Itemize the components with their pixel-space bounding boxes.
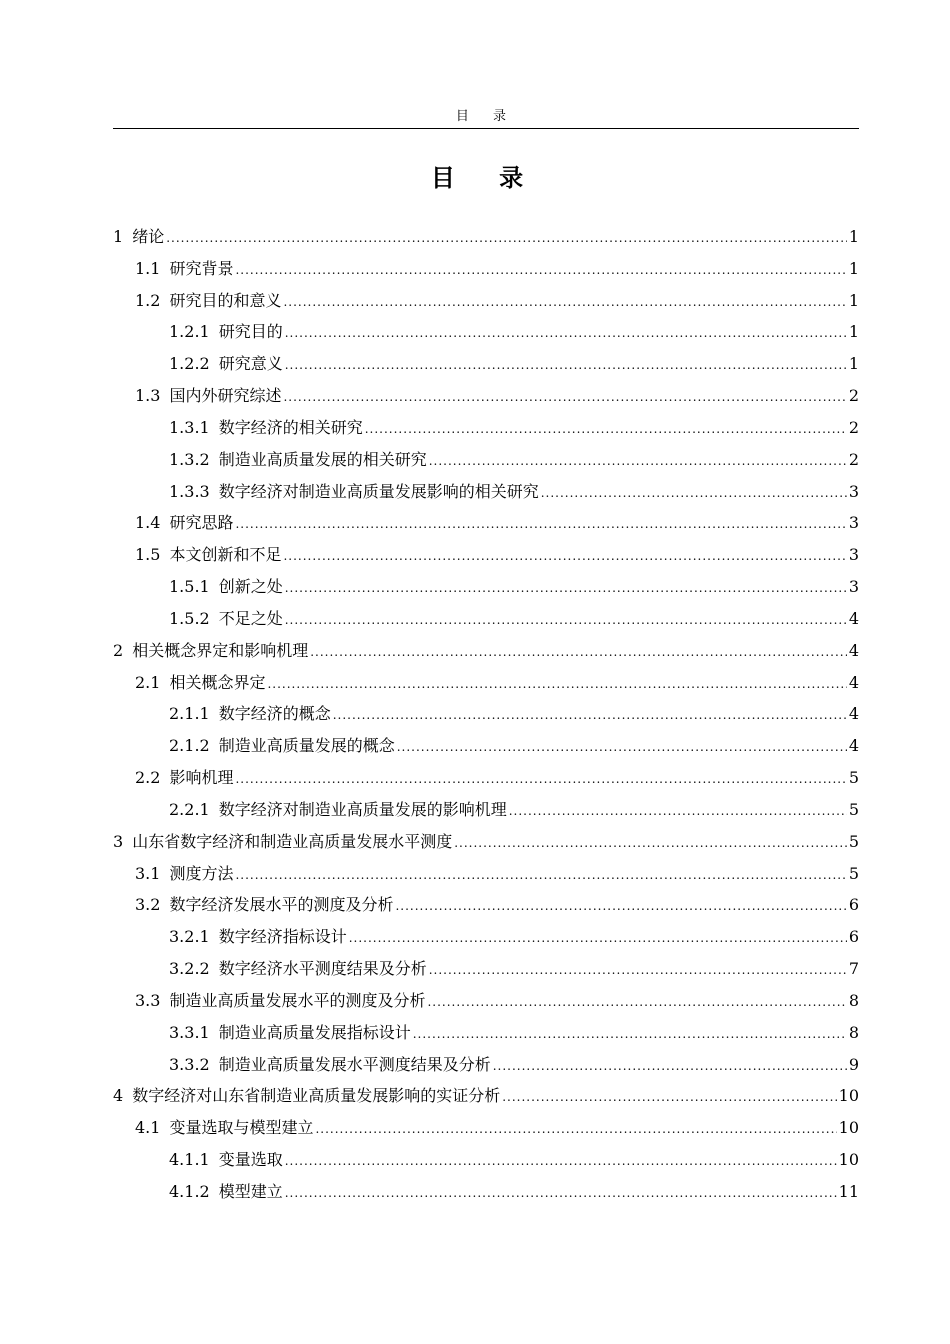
- toc-entry-title: 创新之处: [218, 577, 283, 597]
- toc-dot-leader: [283, 287, 846, 319]
- toc-entry-title: 相关概念界定和影响机理: [132, 640, 309, 660]
- toc-dot-leader: [397, 732, 847, 764]
- toc-entry-page: 10: [838, 1150, 859, 1170]
- toc-entry-title: 数字经济发展水平的测度及分析: [169, 895, 394, 915]
- toc-dot-leader: [365, 414, 847, 446]
- toc-dot-leader: [493, 1051, 847, 1083]
- toc-entry[interactable]: [113, 985, 859, 1017]
- toc-entry-number: 1.2.1: [169, 322, 210, 342]
- toc-entry[interactable]: [113, 380, 859, 412]
- toc-dot-leader: [283, 382, 846, 414]
- toc-entry-number: 3: [113, 831, 124, 851]
- toc-entry-number: 2.1.1: [169, 704, 210, 724]
- toc-entry[interactable]: [113, 348, 859, 380]
- toc-entry-number: 3.2.1: [169, 927, 210, 947]
- toc-entry[interactable]: [113, 412, 859, 444]
- toc-entry-page: 5: [848, 768, 859, 788]
- toc-dot-leader: [509, 796, 847, 828]
- toc-entry-number: 1.3.1: [169, 417, 210, 437]
- table-of-contents: [113, 221, 859, 1208]
- page-title: 目 录: [430, 164, 542, 192]
- toc-entry-title: 制造业高质量发展水平测度结果及分析: [218, 1054, 491, 1074]
- toc-entry-title: 数字经济指标设计: [218, 927, 347, 947]
- toc-dot-leader: [285, 605, 847, 637]
- toc-entry[interactable]: [113, 667, 859, 699]
- toc-dot-leader: [541, 478, 847, 510]
- toc-entry[interactable]: [113, 826, 859, 858]
- toc-entry-title: 数字经济对山东省制造业高质量发展影响的实证分析: [132, 1086, 501, 1106]
- toc-entry-number: 2.2: [135, 768, 161, 788]
- toc-entry-title: 数字经济的相关研究: [218, 417, 363, 437]
- toc-entry-title: 数字经济的概念: [218, 704, 331, 724]
- toc-entry[interactable]: [113, 730, 859, 762]
- toc-entry-number: 1.2.2: [169, 354, 210, 374]
- toc-entry-title: 数字经济对制造业高质量发展影响的相关研究: [218, 481, 539, 501]
- toc-entry-number: 1.3.2: [169, 449, 210, 469]
- toc-entry-number: 1.5.2: [169, 608, 210, 628]
- toc-entry[interactable]: [113, 794, 859, 826]
- toc-entry-number: 4: [113, 1086, 124, 1106]
- toc-entry-title: 数字经济对制造业高质量发展的影响机理: [218, 799, 507, 819]
- toc-entry-number: 1.5: [135, 545, 161, 565]
- toc-dot-leader: [235, 860, 846, 892]
- toc-entry-number: 1.5.1: [169, 577, 210, 597]
- toc-entry[interactable]: [113, 889, 859, 921]
- toc-entry-title: 研究意义: [218, 354, 283, 374]
- toc-entry-number: 4.1.2: [169, 1181, 210, 1201]
- toc-entry-title: 相关概念界定: [169, 672, 266, 692]
- toc-entry-page: 2: [848, 386, 859, 406]
- toc-entry[interactable]: [113, 1112, 859, 1144]
- toc-entry[interactable]: [113, 1049, 859, 1081]
- toc-entry-title: 不足之处: [218, 608, 283, 628]
- toc-dot-leader: [166, 223, 847, 255]
- toc-entry-page: 4: [848, 672, 859, 692]
- toc-entry-number: 1.1: [135, 258, 161, 278]
- running-header: 目 录: [455, 109, 517, 124]
- toc-entry-number: 2.1.2: [169, 736, 210, 756]
- toc-entry-number: 2.2.1: [169, 799, 210, 819]
- toc-entry-number: 1.3.3: [169, 481, 210, 501]
- toc-entry-number: 3.3.1: [169, 1022, 210, 1042]
- toc-entry-number: 2: [113, 640, 124, 660]
- toc-dot-leader: [429, 446, 847, 478]
- toc-entry-page: 4: [848, 640, 859, 660]
- toc-entry[interactable]: [113, 635, 859, 667]
- toc-entry-title: 模型建立: [218, 1181, 283, 1201]
- toc-entry-title: 制造业高质量发展指标设计: [218, 1022, 411, 1042]
- toc-dot-leader: [283, 541, 846, 573]
- toc-entry-page: 10: [838, 1118, 859, 1138]
- toc-entry[interactable]: [113, 253, 859, 285]
- toc-entry-page: 3: [848, 513, 859, 533]
- toc-entry-title: 制造业高质量发展的相关研究: [218, 449, 427, 469]
- toc-entry-title: 数字经济水平测度结果及分析: [218, 959, 427, 979]
- toc-entry-page: 8: [848, 1022, 859, 1042]
- toc-entry-page: 11: [838, 1181, 859, 1201]
- toc-dot-leader: [427, 987, 846, 1019]
- toc-entry-title: 绪论: [132, 227, 165, 246]
- toc-entry-title: 研究目的: [218, 322, 283, 342]
- toc-dot-leader: [413, 1019, 847, 1051]
- toc-entry[interactable]: [113, 316, 859, 348]
- toc-entry-number: 3.3.2: [169, 1054, 210, 1074]
- toc-entry-page: 7: [848, 959, 859, 979]
- toc-dot-leader: [285, 350, 847, 382]
- toc-dot-leader: [502, 1082, 836, 1114]
- toc-entry-page: 1: [848, 227, 859, 246]
- toc-entry[interactable]: [113, 698, 859, 730]
- toc-entry-page: 6: [848, 895, 859, 915]
- toc-dot-leader: [285, 573, 847, 605]
- toc-entry[interactable]: [113, 1017, 859, 1049]
- toc-entry-page: 3: [848, 545, 859, 565]
- toc-entry-number: 3.3: [135, 990, 161, 1010]
- toc-entry-page: 1: [848, 354, 859, 374]
- toc-entry-page: 9: [848, 1054, 859, 1074]
- toc-entry-page: 2: [848, 449, 859, 469]
- toc-dot-leader: [235, 509, 846, 541]
- toc-entry-title: 影响机理: [169, 768, 234, 788]
- toc-dot-leader: [395, 891, 846, 923]
- toc-dot-leader: [285, 318, 847, 350]
- toc-entry-page: 8: [848, 990, 859, 1010]
- toc-dot-leader: [429, 955, 847, 987]
- toc-entry-number: 1.2: [135, 290, 161, 310]
- toc-entry[interactable]: [113, 762, 859, 794]
- toc-entry-page: 10: [838, 1086, 859, 1106]
- toc-entry-title: 测度方法: [169, 863, 234, 883]
- toc-entry[interactable]: [113, 444, 859, 476]
- toc-entry[interactable]: [113, 507, 859, 539]
- toc-entry-number: 4.1.1: [169, 1150, 210, 1170]
- toc-entry-number: 1.3: [135, 386, 161, 406]
- toc-dot-leader: [349, 923, 847, 955]
- toc-entry[interactable]: [113, 571, 859, 603]
- toc-entry-number: 2.1: [135, 672, 161, 692]
- toc-dot-leader: [235, 764, 846, 796]
- toc-dot-leader: [333, 700, 847, 732]
- toc-dot-leader: [235, 255, 846, 287]
- toc-entry[interactable]: [113, 476, 859, 508]
- toc-entry-number: 4.1: [135, 1118, 161, 1138]
- toc-dot-leader: [315, 1114, 836, 1146]
- toc-entry-title: 变量选取: [218, 1150, 283, 1170]
- toc-entry[interactable]: [113, 1176, 859, 1208]
- toc-entry-title: 变量选取与模型建立: [169, 1118, 314, 1138]
- toc-entry-number: 1: [113, 227, 124, 246]
- toc-entry-number: 1.4: [135, 513, 161, 533]
- toc-entry-page: 2: [848, 417, 859, 437]
- toc-entry-page: 5: [848, 863, 859, 883]
- toc-entry[interactable]: [113, 953, 859, 985]
- toc-dot-leader: [310, 637, 847, 669]
- toc-entry-number: 3.1: [135, 863, 161, 883]
- toc-entry[interactable]: [113, 603, 859, 635]
- toc-entry-page: 1: [848, 258, 859, 278]
- toc-entry-page: 1: [848, 322, 859, 342]
- toc-entry-number: 3.2.2: [169, 959, 210, 979]
- toc-dot-leader: [267, 669, 846, 701]
- toc-dot-leader: [285, 1146, 837, 1178]
- toc-dot-leader: [454, 828, 847, 860]
- toc-entry[interactable]: [113, 285, 859, 317]
- toc-entry[interactable]: [113, 858, 859, 890]
- toc-entry-page: 5: [848, 799, 859, 819]
- toc-entry[interactable]: [113, 221, 859, 253]
- toc-entry-page: 3: [848, 577, 859, 597]
- toc-dot-leader: [285, 1178, 837, 1210]
- toc-entry[interactable]: [113, 921, 859, 953]
- header-rule: [113, 128, 859, 129]
- toc-entry-title: 国内外研究综述: [169, 386, 282, 406]
- toc-entry-page: 3: [848, 481, 859, 501]
- toc-entry-page: 4: [848, 704, 859, 724]
- toc-entry-title: 制造业高质量发展的概念: [218, 736, 395, 756]
- toc-entry-page: 4: [848, 608, 859, 628]
- toc-entry-page: 5: [848, 831, 859, 851]
- toc-entry-title: 制造业高质量发展水平的测度及分析: [169, 990, 426, 1010]
- toc-entry-page: 4: [848, 736, 859, 756]
- toc-entry-page: 6: [848, 927, 859, 947]
- toc-entry-title: 本文创新和不足: [169, 545, 282, 565]
- toc-entry[interactable]: [113, 539, 859, 571]
- toc-entry[interactable]: [113, 1144, 859, 1176]
- toc-entry-title: 研究背景: [169, 258, 234, 278]
- toc-entry-title: 研究思路: [169, 513, 234, 533]
- toc-entry[interactable]: [113, 1080, 859, 1112]
- toc-entry-title: 山东省数字经济和制造业高质量发展水平测度: [132, 831, 453, 851]
- toc-entry-title: 研究目的和意义: [169, 290, 282, 310]
- toc-entry-page: 1: [848, 290, 859, 310]
- toc-entry-number: 3.2: [135, 895, 161, 915]
